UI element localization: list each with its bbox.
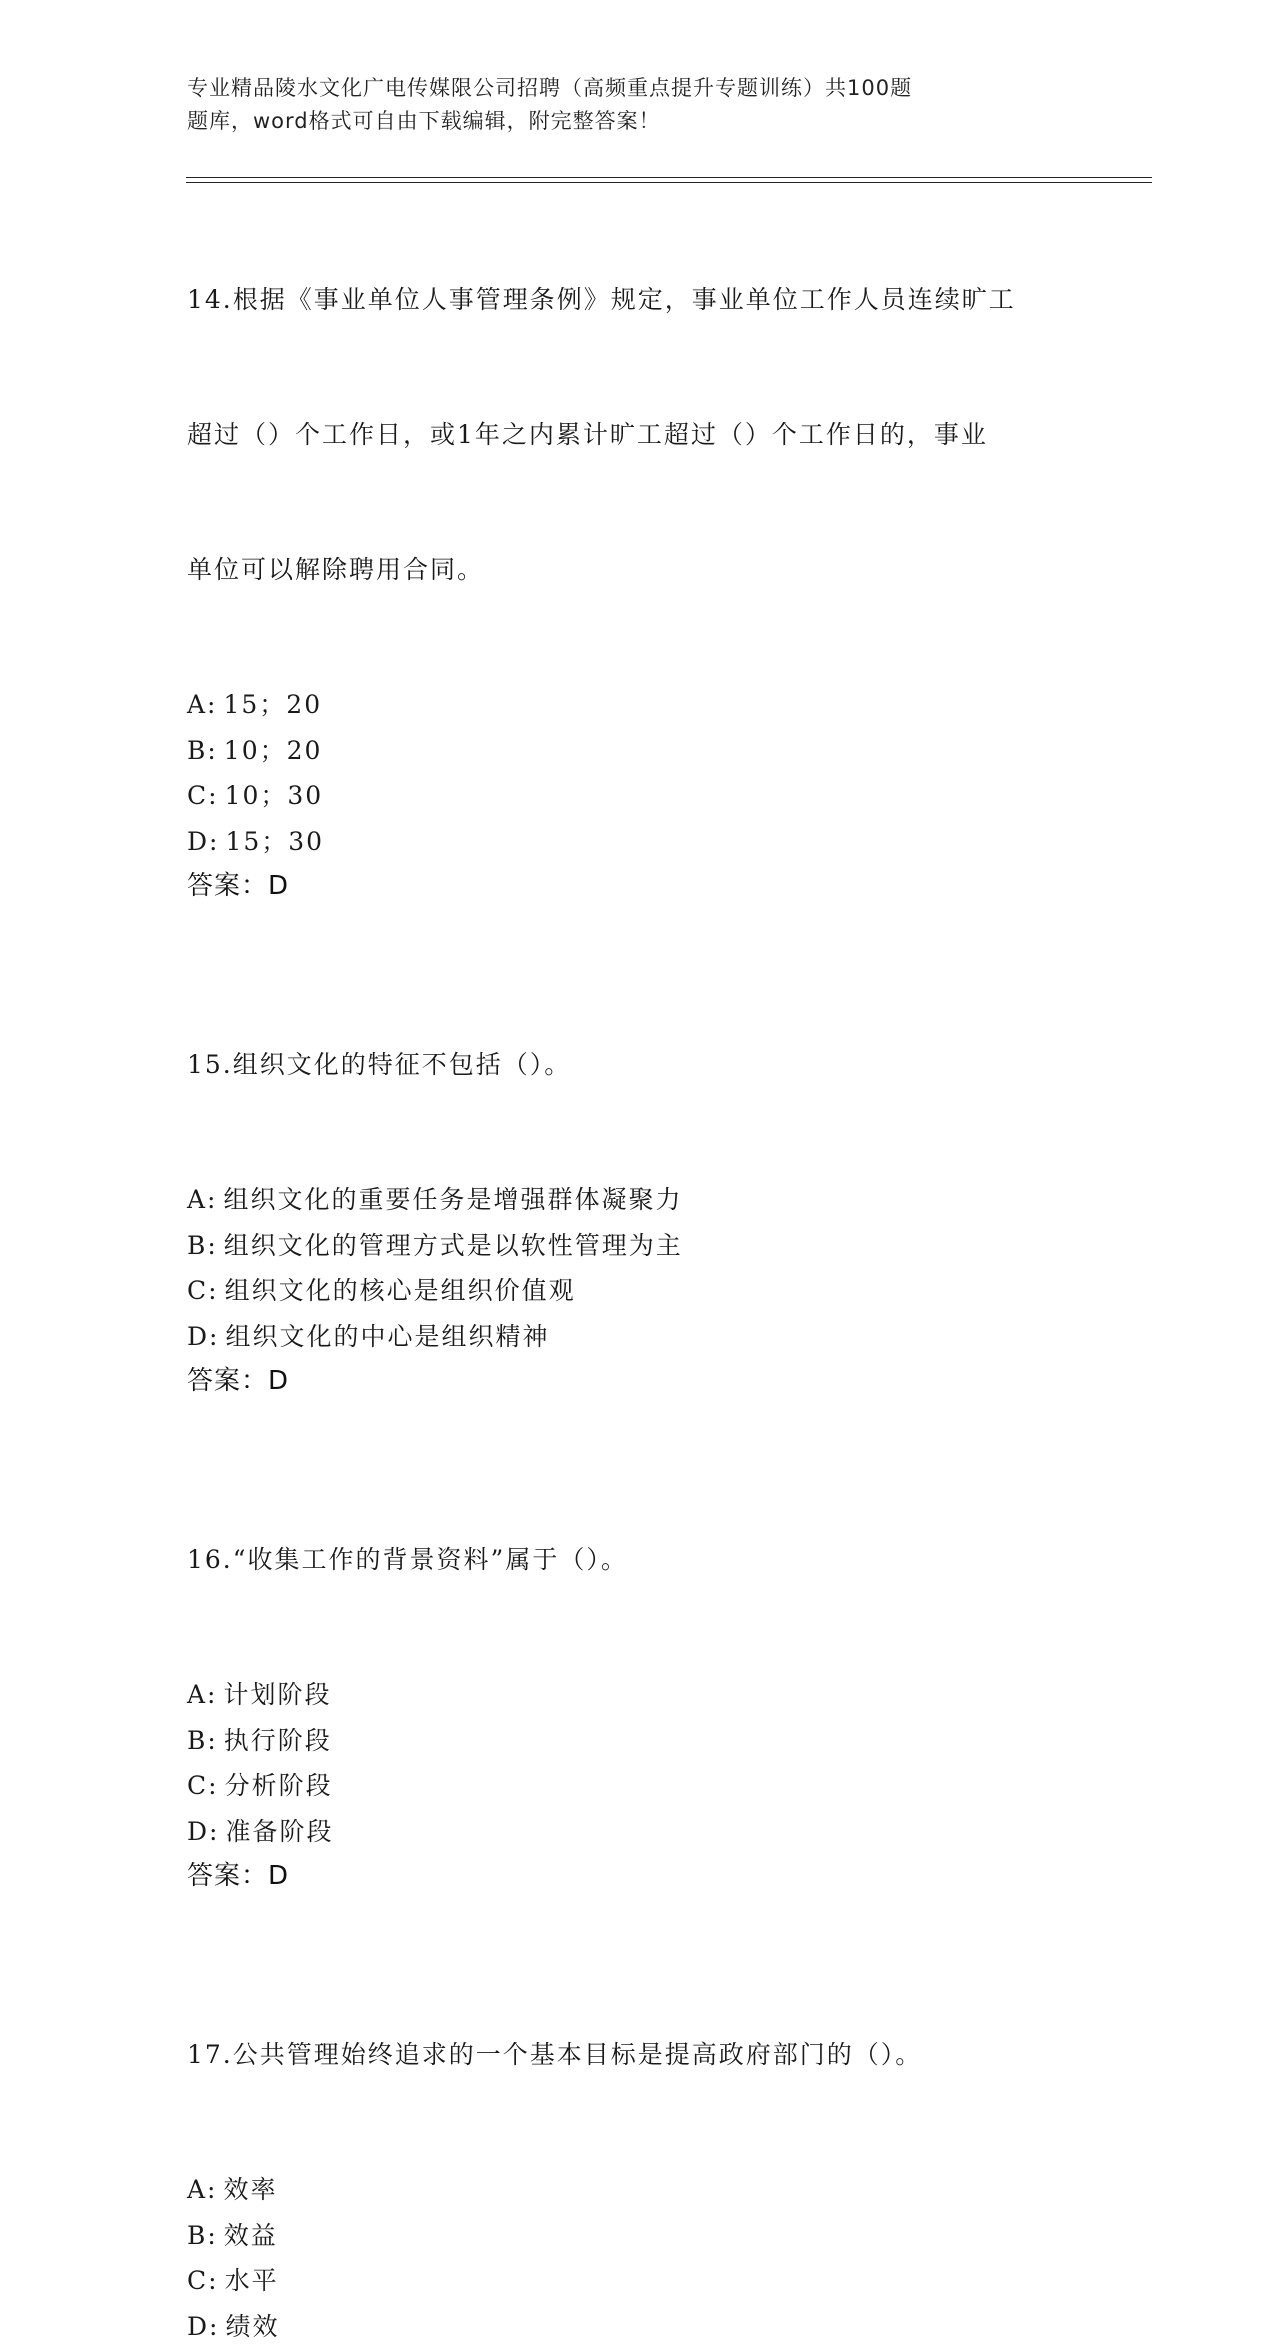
stem-line: 17.公共管理始终追求的一个基本目标是提高政府部门的（）。	[187, 2032, 1087, 2077]
option-c	[187, 1268, 1087, 1314]
question-16	[187, 1447, 1087, 1898]
question-stem	[187, 952, 1087, 1177]
option-d	[187, 819, 1087, 865]
option-d	[187, 1809, 1087, 1855]
document-header	[187, 72, 1027, 138]
option-b	[187, 2213, 1087, 2259]
option-letter: B:	[187, 1223, 218, 1269]
option-a	[187, 682, 1087, 728]
option-letter: B:	[187, 2213, 218, 2259]
option-list	[187, 1177, 1087, 1359]
option-text: 绩效	[225, 2304, 279, 2349]
option-a	[187, 1672, 1087, 1718]
stem-line: 16.“收集工作的背景资料”属于（）。	[187, 1537, 1087, 1582]
question-stem	[187, 1447, 1087, 1672]
option-letter: D:	[187, 1314, 219, 1360]
header-line-2: 题库，word格式可自由下载编辑，附完整答案！	[187, 105, 1027, 138]
option-letter: C:	[187, 773, 219, 819]
option-letter: A:	[187, 1177, 217, 1223]
option-b	[187, 1223, 1087, 1269]
option-letter: C:	[187, 2258, 219, 2304]
option-text: 效益	[224, 2213, 278, 2259]
question-stem	[187, 187, 1087, 682]
option-letter: A:	[187, 1672, 217, 1718]
option-c	[187, 773, 1087, 819]
option-list	[187, 2167, 1087, 2349]
option-letter: A:	[187, 2167, 217, 2213]
answer-line: 答案：D	[187, 1359, 1087, 1403]
option-letter: C:	[187, 1763, 219, 1809]
option-text: 分析阶段	[225, 1763, 333, 1809]
stem-line: 14.根据《事业单位人事管理条例》规定，事业单位工作人员连续旷工	[187, 277, 1087, 322]
option-a	[187, 1177, 1087, 1223]
option-b	[187, 1718, 1087, 1764]
option-text: 水平	[225, 2258, 279, 2304]
option-d	[187, 2304, 1087, 2349]
option-text: 组织文化的中心是组织精神	[225, 1314, 549, 1360]
option-b	[187, 728, 1087, 774]
option-letter: D:	[187, 2304, 219, 2349]
header-divider-bottom	[186, 182, 1152, 183]
option-text: 组织文化的核心是组织价值观	[225, 1268, 576, 1314]
option-letter: B:	[187, 1718, 218, 1764]
option-letter: D:	[187, 819, 219, 865]
stem-line: 单位可以解除聘用合同。	[187, 547, 1087, 592]
option-text: 10；20	[224, 728, 323, 774]
stem-line: 超过（）个工作日，或1年之内累计旷工超过（）个工作日的，事业	[187, 412, 1087, 457]
option-letter: D:	[187, 1809, 219, 1855]
option-text: 15；20	[223, 682, 322, 728]
question-15	[187, 952, 1087, 1403]
option-text: 10；30	[225, 773, 324, 819]
option-text: 计划阶段	[223, 1672, 331, 1718]
option-letter: A:	[187, 682, 217, 728]
question-list	[187, 187, 1087, 2349]
stem-line: 15.组织文化的特征不包括（）。	[187, 1042, 1087, 1087]
question-14	[187, 187, 1087, 908]
question-stem	[187, 1942, 1087, 2167]
option-c	[187, 2258, 1087, 2304]
header-divider-top	[186, 177, 1152, 178]
option-text: 准备阶段	[225, 1809, 333, 1855]
option-text: 组织文化的管理方式是以软性管理为主	[224, 1223, 683, 1269]
answer-line: 答案：D	[187, 864, 1087, 908]
header-line-1: 专业精品陵水文化广电传媒限公司招聘（高频重点提升专题训练）共100题	[187, 72, 1027, 105]
option-text: 执行阶段	[224, 1718, 332, 1764]
option-list	[187, 1672, 1087, 1854]
option-text: 15；30	[225, 819, 324, 865]
option-d	[187, 1314, 1087, 1360]
option-a	[187, 2167, 1087, 2213]
answer-line: 答案：D	[187, 1854, 1087, 1898]
option-c	[187, 1763, 1087, 1809]
option-text: 效率	[223, 2167, 277, 2213]
option-letter: C:	[187, 1268, 219, 1314]
option-list	[187, 682, 1087, 864]
option-letter: B:	[187, 728, 218, 774]
question-17	[187, 1942, 1087, 2349]
option-text: 组织文化的重要任务是增强群体凝聚力	[223, 1177, 682, 1223]
